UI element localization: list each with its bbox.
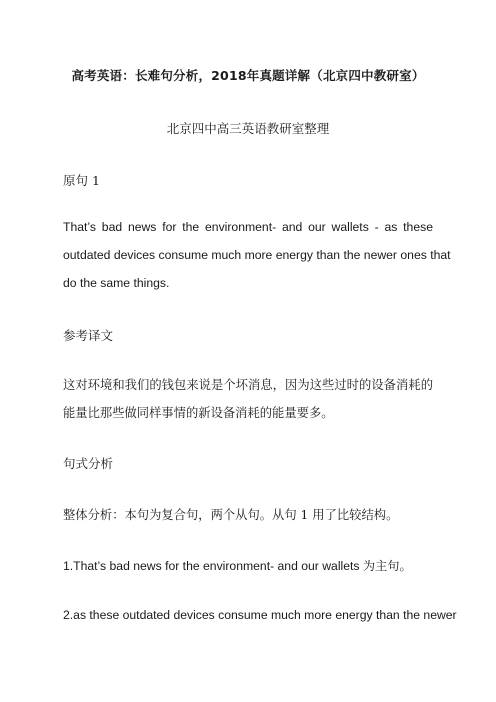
document-title: 高考英语：长难句分析，2018年真题详解（北京四中教研室）: [71, 68, 425, 83]
overall-analysis: 整体分析：本句为复合句，两个从句。从句 1 用了比较结构。: [63, 508, 399, 522]
original-sentence-label: 原句 1: [63, 173, 100, 188]
analysis-point-1: 1.That’s bad news for the environment- and our wallets 为主句。: [63, 559, 412, 573]
original-sentence-line-1: That’s bad news for the environment- and our wallets - as these: [63, 220, 433, 234]
analysis-point-2: 2.as these outdated devices consume much more energy than the newer: [63, 608, 457, 622]
analysis-label: 句式分析: [63, 456, 114, 471]
original-sentence-line-2: outdated devices consume much more energy than the newer ones that: [63, 248, 451, 262]
translation-label: 参考译文: [63, 328, 114, 343]
original-sentence-line-3: do the same things.: [63, 276, 170, 290]
translation-line-1: 这对环境和我们的钱包来说是个坏消息，因为这些过时的设备消耗的: [63, 378, 433, 392]
translation-line-2: 能量比那些做同样事情的新设备消耗的能量要多。: [63, 406, 334, 420]
document-subtitle: 北京四中高三英语教研室整理: [166, 121, 330, 136]
